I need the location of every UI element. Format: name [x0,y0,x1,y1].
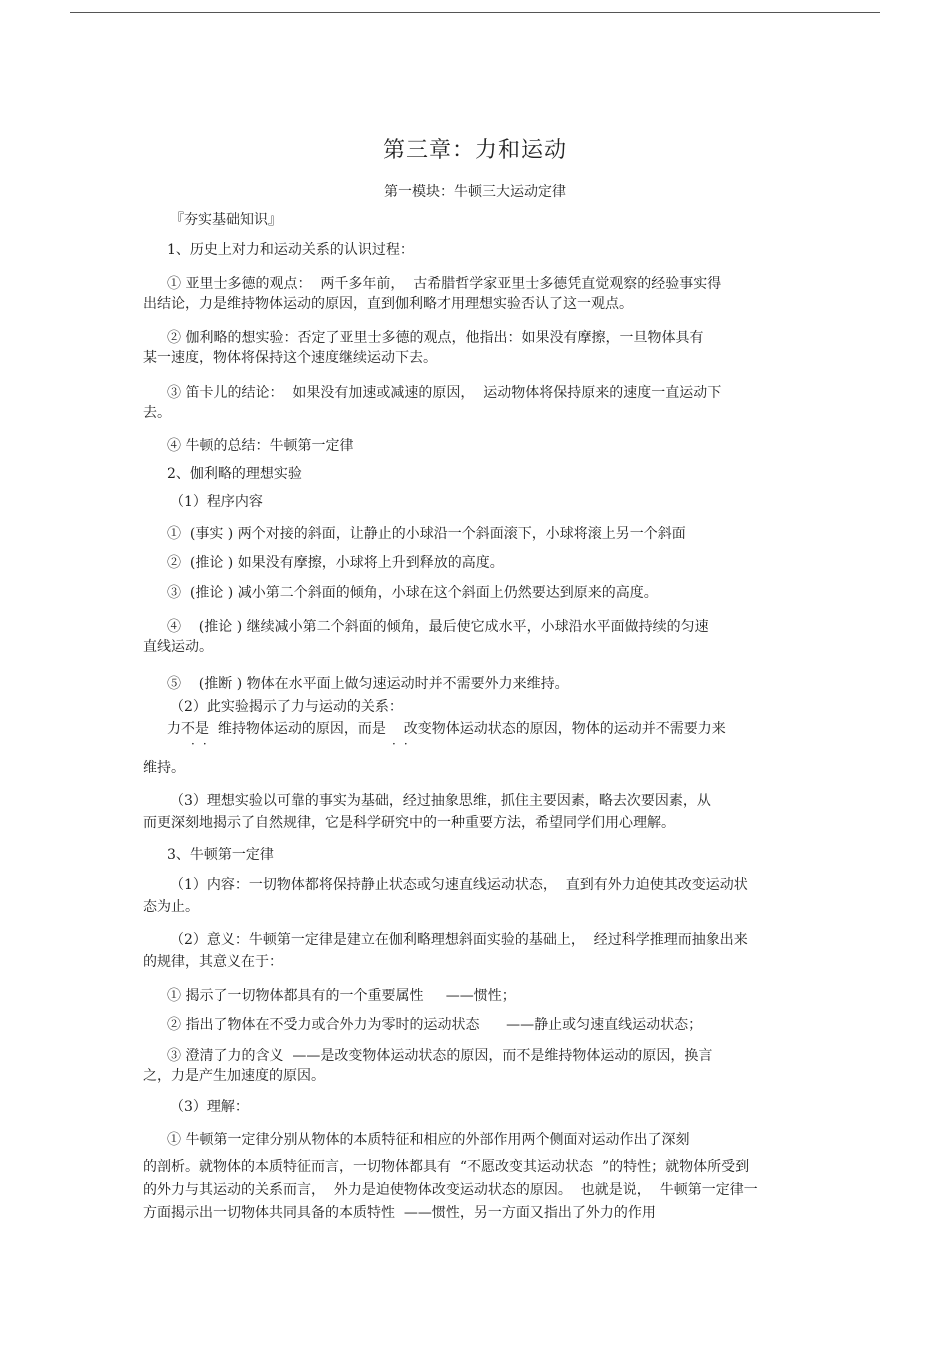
paragraph-line: （2）此实验揭示了力与运动的关系： [170,699,403,715]
paragraph-line: 的规律，其意义在于： [143,954,283,970]
paragraph-line: （2）意义：牛顿第一定律是建立在伽利略理想斜面实验的基础上， 经过科学推理而抽象出来 [170,932,748,948]
paragraph-line: （1）程序内容 [170,494,263,510]
top-rule [70,12,880,13]
paragraph-line: （3）理解： [170,1099,249,1115]
paragraph-line: 某一速度，物体将保持这个速度继续运动下去。 [143,350,437,366]
section-heading: 『夯实基础知识』 [170,212,282,228]
paragraph-line: 的外力与其运动的关系而言， 外力是迫使物体改变运动状态的原因。 也就是说， 牛顿第一定律一 [143,1182,758,1198]
module-subtitle: 第一模块：牛顿三大运动定律 [384,184,566,200]
paragraph-line: 维持。 [143,760,185,776]
emphasis-dots: ·· [191,737,215,751]
paragraph-line: ① (事实 ) 两个对接的斜面，让静止的小球沿一个斜面滚下，小球将滚上另一个斜面 [167,526,686,542]
paragraph-line: 3、牛顿第一定律 [167,847,274,863]
emphasis-dots: ·· [392,737,416,751]
paragraph-line: （3）理想实验以可靠的事实为基础，经过抽象思维，抓住主要因素，略去次要因素，从 [170,793,711,809]
chapter-title: 第三章：力和运动 [382,138,567,163]
paragraph-line: ① 亚里士多德的观点： 两千多年前， 古希腊哲学家亚里士多德凭直觉观察的经验事实得 [167,276,722,292]
paragraph-line: 2、伽利略的理想实验 [167,466,302,482]
paragraph-line: 之，力是产生加速度的原因。 [143,1068,325,1084]
paragraph-line: ② 伽利略的想实验：否定了亚里士多德的观点，他指出：如果没有摩擦，一旦物体具有 [167,330,704,346]
paragraph-line: ④ (推论 ) 继续减小第二个斜面的倾角，最后使它成水平，小球沿水平面做持续的匀速 [167,619,709,635]
paragraph-line: ⑤ (推断 ) 物体在水平面上做匀速运动时并不需要外力来维持。 [167,676,569,692]
paragraph-line: 1、历史上对力和运动关系的认识过程： [167,242,414,258]
paragraph-line: （1）内容：一切物体都将保持静止状态或匀速直线运动状态， 直到有外力迫使其改变运动状 [170,877,748,893]
paragraph-line: ② (推论 ) 如果没有摩擦，小球将上升到释放的高度。 [167,555,504,571]
paragraph-line: ③ (推论 ) 减小第二个斜面的倾角，小球在这个斜面上仍然要达到原来的高度。 [167,585,658,601]
paragraph-line: ③ 澄清了力的含义 ——是改变物体运动状态的原因，而不是维持物体运动的原因，换言 [167,1048,713,1064]
paragraph-line: ④ 牛顿的总结：牛顿第一定律 [167,438,354,454]
paragraph-line: 方面揭示出一切物体共同具备的本质特性 ——惯性，另一方面又指出了外力的作用 [143,1205,656,1221]
paragraph-line: 力不是 维持物体运动的原因，而是 改变物体运动状态的原因，物体的运动并不需要力来 [167,721,726,737]
paragraph-line: 出结论，力是维持物体运动的原因，直到伽利略才用理想实验否认了这一观点。 [143,296,633,312]
paragraph-line: 而更深刻地揭示了自然规律，它是科学研究中的一种重要方法，希望同学们用心理解。 [143,815,675,831]
paragraph-line: ③ 笛卡儿的结论： 如果没有加速或减速的原因， 运动物体将保持原来的速度一直运动下 [167,385,722,401]
paragraph-line: 的剖析。就物体的本质特征而言，一切物体都具有 “不愿改变其运动状态 ”的特性；就物体所受到 [143,1159,750,1175]
paragraph-line: 去。 [143,405,171,421]
paragraph-line: ② 指出了物体在不受力或合外力为零时的运动状态 ——静止或匀速直线运动状态； [167,1017,703,1033]
paragraph-line: 态为止。 [143,899,199,915]
paragraph-line: ① 揭示了一切物体都具有的一个重要属性 ——惯性； [167,988,516,1004]
paragraph-line: 直线运动。 [143,639,213,655]
paragraph-line: ① 牛顿第一定律分别从物体的本质特征和相应的外部作用两个侧面对运动作出了深刻 [167,1132,690,1148]
